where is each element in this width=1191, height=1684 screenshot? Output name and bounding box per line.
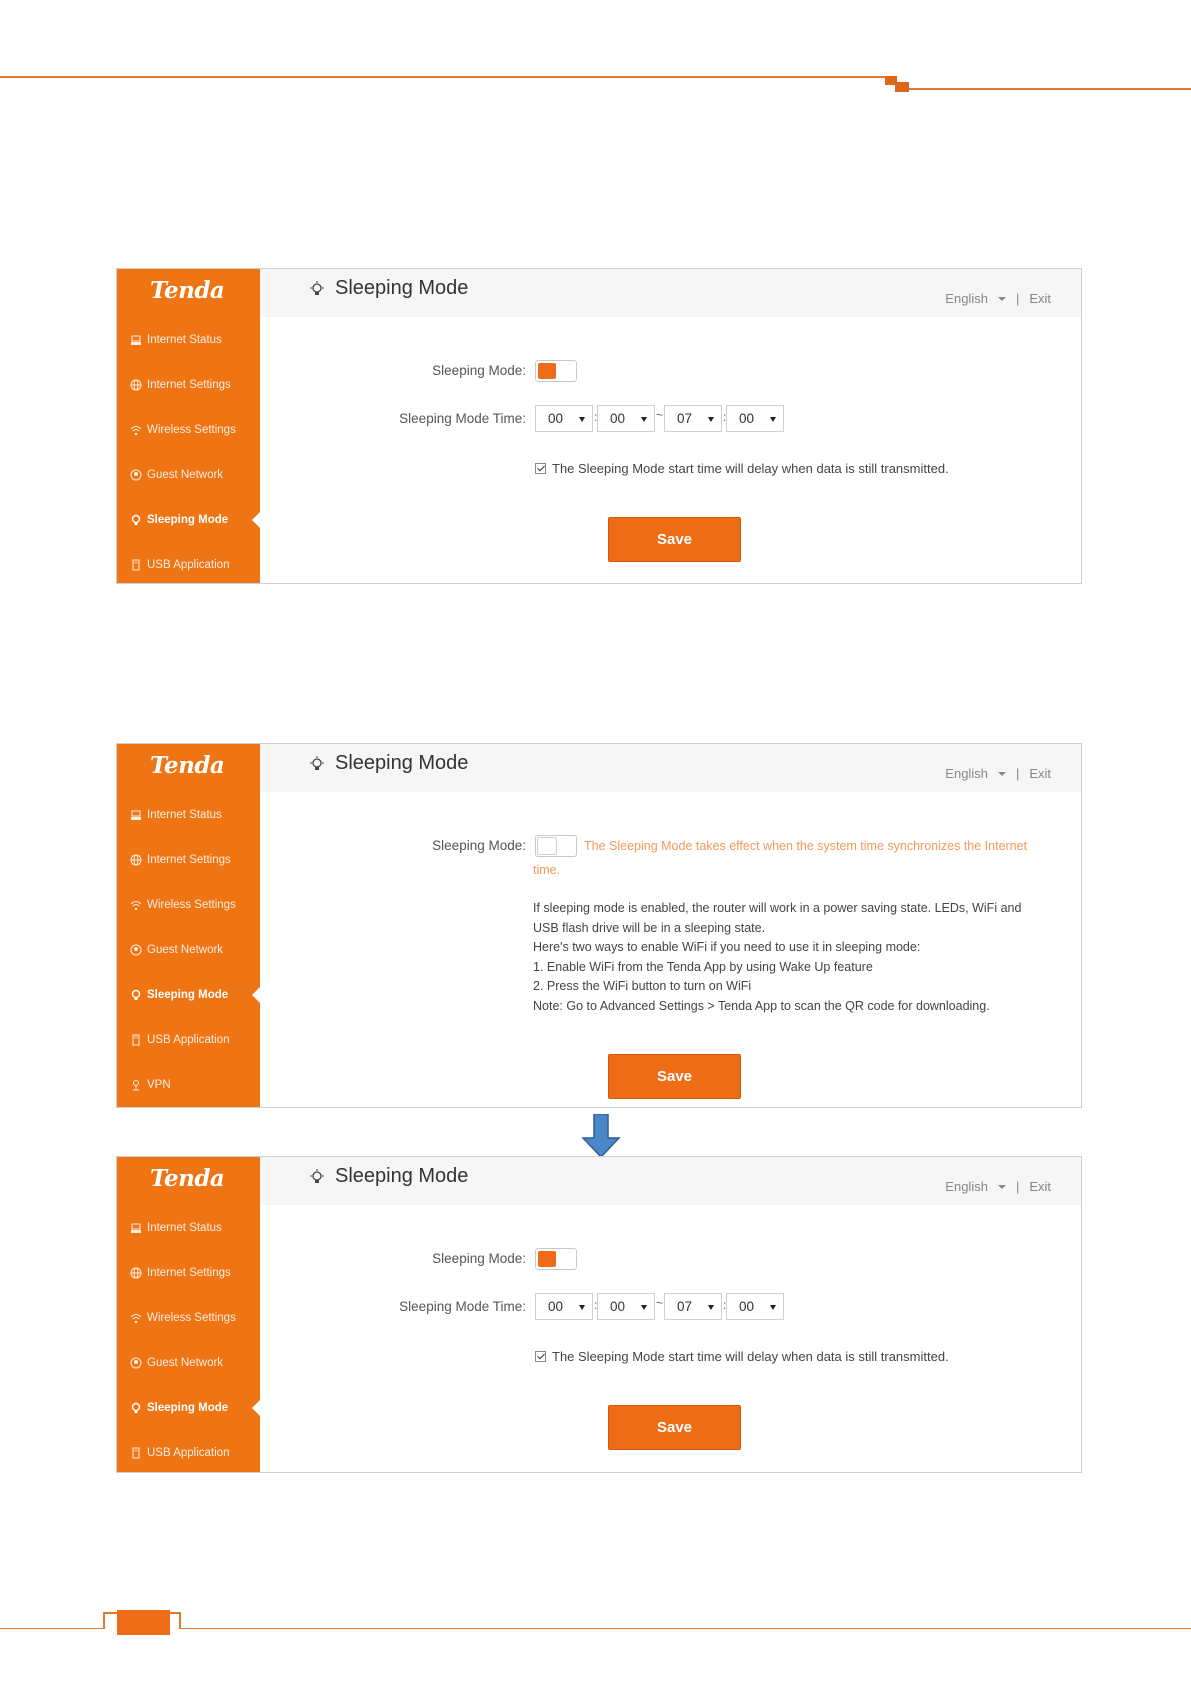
sidebar-item-sleeping-mode[interactable] — [129, 509, 260, 531]
sidebar-item-label: Wireless Settings — [147, 424, 236, 436]
bulb-icon — [129, 988, 143, 1002]
router-panel-2 — [116, 743, 1082, 1108]
time-colon: : — [723, 410, 727, 424]
sidebar-item-label: Sleeping Mode — [147, 1402, 229, 1414]
info-text: USB flash drive will be in a sleeping state. — [533, 921, 766, 935]
chevron-down-icon[interactable] — [998, 772, 1006, 776]
save-button[interactable]: Save — [608, 1054, 741, 1099]
save-button[interactable]: Save — [608, 1405, 741, 1450]
sleeping-mode-toggle[interactable] — [535, 360, 577, 382]
start-minute-value: 00 — [610, 411, 626, 426]
delay-checkbox[interactable] — [535, 1351, 546, 1362]
sidebar-item-label: Internet Settings — [147, 1267, 231, 1279]
sync-warning: The Sleeping Mode takes effect when the system time synchronizes the Internet — [584, 839, 1028, 853]
active-pointer — [252, 512, 260, 528]
bulb-icon — [129, 1401, 143, 1415]
sidebar-item-label: Guest Network — [147, 1357, 224, 1369]
sidebar-item-wireless-settings[interactable] — [129, 894, 260, 916]
language-bar — [945, 291, 1051, 306]
delay-option — [535, 1349, 949, 1364]
language-select[interactable]: English — [945, 1179, 988, 1194]
sidebar-item-guest-network[interactable] — [129, 939, 260, 961]
top-decorative-rule-right — [905, 88, 1191, 90]
sleeping-mode-label: Sleeping Mode: — [432, 1251, 526, 1266]
info-text: 2. Press the WiFi button to turn on WiFi — [533, 979, 752, 993]
sidebar-item-label: Guest Network — [147, 469, 224, 481]
chevron-down-icon[interactable] — [998, 1185, 1006, 1189]
end-hour-value: 07 — [677, 1299, 693, 1314]
guest-icon — [129, 1356, 143, 1370]
start-hour-value: 00 — [548, 411, 564, 426]
sleeping-mode-toggle[interactable] — [535, 835, 577, 857]
sidebar-item-sleeping-mode[interactable] — [129, 1397, 260, 1419]
divider: | — [1015, 766, 1020, 781]
dropdown-arrow-icon — [579, 417, 585, 422]
usb-icon — [129, 558, 143, 572]
info-text: Note: Go to Advanced Settings > Tenda App to scan the QR code for downloading. — [533, 999, 990, 1013]
sidebar-item-label: USB Application — [147, 1034, 230, 1046]
language-bar — [945, 1179, 1051, 1194]
page-title: Sleeping Mode — [335, 277, 469, 299]
router-panel-1 — [116, 268, 1082, 584]
globe-icon — [129, 853, 143, 867]
toggle-knob — [537, 837, 557, 855]
toggle-knob — [538, 363, 556, 379]
sleeping-mode-label: Sleeping Mode: — [432, 363, 526, 378]
sidebar-item-label: Sleeping Mode — [147, 989, 229, 1001]
vpn-icon — [129, 1078, 143, 1092]
bulb-icon — [309, 1169, 325, 1185]
end-minute-value: 00 — [739, 411, 755, 426]
usb-icon — [129, 1033, 143, 1047]
sidebar-item-internet-status[interactable] — [129, 329, 260, 351]
sidebar — [117, 744, 260, 1107]
delay-checkbox-label: The Sleeping Mode start time will delay when data is still transmitted. — [552, 461, 949, 476]
network-icon — [129, 1221, 143, 1235]
exit-link[interactable]: Exit — [1029, 291, 1051, 306]
end-hour-select[interactable] — [664, 1293, 722, 1320]
language-select[interactable]: English — [945, 766, 988, 781]
delay-checkbox[interactable] — [535, 463, 546, 474]
sidebar-item-sleeping-mode[interactable] — [129, 984, 260, 1006]
sidebar-item-wireless-settings[interactable] — [129, 419, 260, 441]
end-minute-select[interactable] — [726, 1293, 784, 1320]
start-minute-value: 00 — [610, 1299, 626, 1314]
bulb-icon — [129, 513, 143, 527]
sidebar-item-internet-settings[interactable] — [129, 849, 260, 871]
delay-checkbox-label: The Sleeping Mode start time will delay when data is still transmitted. — [552, 1349, 949, 1364]
sleeping-mode-label: Sleeping Mode: — [432, 838, 526, 853]
page-header — [260, 1157, 1081, 1205]
divider: | — [1015, 1179, 1020, 1194]
sidebar-item-internet-status[interactable] — [129, 1217, 260, 1239]
sidebar-item-label: Sleeping Mode — [147, 514, 229, 526]
time-colon: : — [723, 1298, 727, 1312]
page-title: Sleeping Mode — [335, 752, 469, 774]
start-hour-select[interactable] — [535, 1293, 593, 1320]
globe-icon — [129, 378, 143, 392]
bulb-icon — [309, 281, 325, 297]
active-pointer — [252, 1400, 260, 1416]
sidebar-item-internet-status[interactable] — [129, 804, 260, 826]
dropdown-arrow-icon — [579, 1305, 585, 1310]
wifi-icon — [129, 1311, 143, 1325]
sidebar-item-internet-settings[interactable] — [129, 1262, 260, 1284]
dropdown-arrow-icon — [770, 417, 776, 422]
top-decorative-mark-2 — [895, 82, 909, 92]
page-tab — [117, 1610, 170, 1635]
sidebar-item-guest-network[interactable] — [129, 1352, 260, 1374]
time-colon: : — [594, 410, 598, 424]
end-minute-select[interactable] — [726, 405, 784, 432]
exit-link[interactable]: Exit — [1029, 766, 1051, 781]
toggle-knob — [538, 1251, 556, 1267]
sidebar-item-label: USB Application — [147, 559, 230, 571]
sidebar — [117, 1157, 260, 1472]
tenda-logo: Tenda — [150, 277, 225, 304]
sidebar-item-label: Internet Settings — [147, 379, 231, 391]
info-text: 1. Enable WiFi from the Tenda App by using Wake Up feature — [533, 960, 873, 974]
time-colon: : — [594, 1298, 598, 1312]
sidebar-item-internet-settings[interactable] — [129, 374, 260, 396]
dropdown-arrow-icon — [641, 1305, 647, 1310]
delay-option — [535, 461, 949, 476]
dropdown-arrow-icon — [708, 417, 714, 422]
sidebar — [117, 269, 260, 583]
dropdown-arrow-icon — [770, 1305, 776, 1310]
down-arrow-icon — [581, 1114, 621, 1158]
router-panel-3 — [116, 1156, 1082, 1473]
info-text: Here's two ways to enable WiFi if you need to use it in sleeping mode: — [533, 940, 921, 954]
sidebar-item-usb-application[interactable] — [129, 1029, 260, 1051]
tenda-logo: Tenda — [150, 752, 225, 779]
time-separator: ~ — [656, 1296, 664, 1310]
globe-icon — [129, 1266, 143, 1280]
start-minute-select[interactable] — [597, 405, 655, 432]
bulb-icon — [309, 756, 325, 772]
sleeping-mode-toggle[interactable] — [535, 1248, 577, 1270]
start-minute-select[interactable] — [597, 1293, 655, 1320]
chevron-down-icon[interactable] — [998, 297, 1006, 301]
network-icon — [129, 808, 143, 822]
page-header — [260, 744, 1081, 792]
sidebar-item-label: Internet Settings — [147, 854, 231, 866]
save-button[interactable]: Save — [608, 517, 741, 562]
sidebar-item-label: Internet Status — [147, 334, 222, 346]
active-pointer — [252, 987, 260, 1003]
wifi-icon — [129, 423, 143, 437]
end-minute-value: 00 — [739, 1299, 755, 1314]
sidebar-item-label: VPN — [147, 1079, 171, 1091]
sidebar-item-vpn[interactable] — [129, 1074, 260, 1096]
tenda-logo: Tenda — [150, 1165, 225, 1192]
info-text: If sleeping mode is enabled, the router will work in a power saving state. LEDs, WiFi and — [533, 901, 1022, 915]
sleeping-mode-time-label: Sleeping Mode Time: — [399, 411, 526, 426]
usb-icon — [129, 1446, 143, 1460]
sidebar-item-usb-application[interactable] — [129, 1442, 260, 1464]
page-header — [260, 269, 1081, 317]
time-separator: ~ — [656, 408, 664, 422]
sidebar-item-label: USB Application — [147, 1447, 230, 1459]
end-hour-value: 07 — [677, 411, 693, 426]
dropdown-arrow-icon — [708, 1305, 714, 1310]
sidebar-item-label: Internet Status — [147, 1222, 222, 1234]
sleeping-mode-time-label: Sleeping Mode Time: — [399, 1299, 526, 1314]
guest-icon — [129, 943, 143, 957]
start-hour-select[interactable] — [535, 405, 593, 432]
end-hour-select[interactable] — [664, 405, 722, 432]
sidebar-item-label: Guest Network — [147, 944, 224, 956]
start-hour-value: 00 — [548, 1299, 564, 1314]
language-select[interactable]: English — [945, 291, 988, 306]
sidebar-item-label: Wireless Settings — [147, 899, 236, 911]
page-title: Sleeping Mode — [335, 1165, 469, 1187]
wifi-icon — [129, 898, 143, 912]
network-icon — [129, 333, 143, 347]
dropdown-arrow-icon — [641, 417, 647, 422]
guest-icon — [129, 468, 143, 482]
divider: | — [1015, 291, 1020, 306]
sidebar-item-label: Wireless Settings — [147, 1312, 236, 1324]
language-bar — [945, 766, 1051, 781]
exit-link[interactable]: Exit — [1029, 1179, 1051, 1194]
sidebar-item-label: Internet Status — [147, 809, 222, 821]
sidebar-item-wireless-settings[interactable] — [129, 1307, 260, 1329]
sync-warning-continued: time. — [533, 863, 561, 877]
sidebar-item-guest-network[interactable] — [129, 464, 260, 486]
top-decorative-rule — [0, 76, 888, 78]
sidebar-item-usb-application[interactable] — [129, 554, 260, 576]
